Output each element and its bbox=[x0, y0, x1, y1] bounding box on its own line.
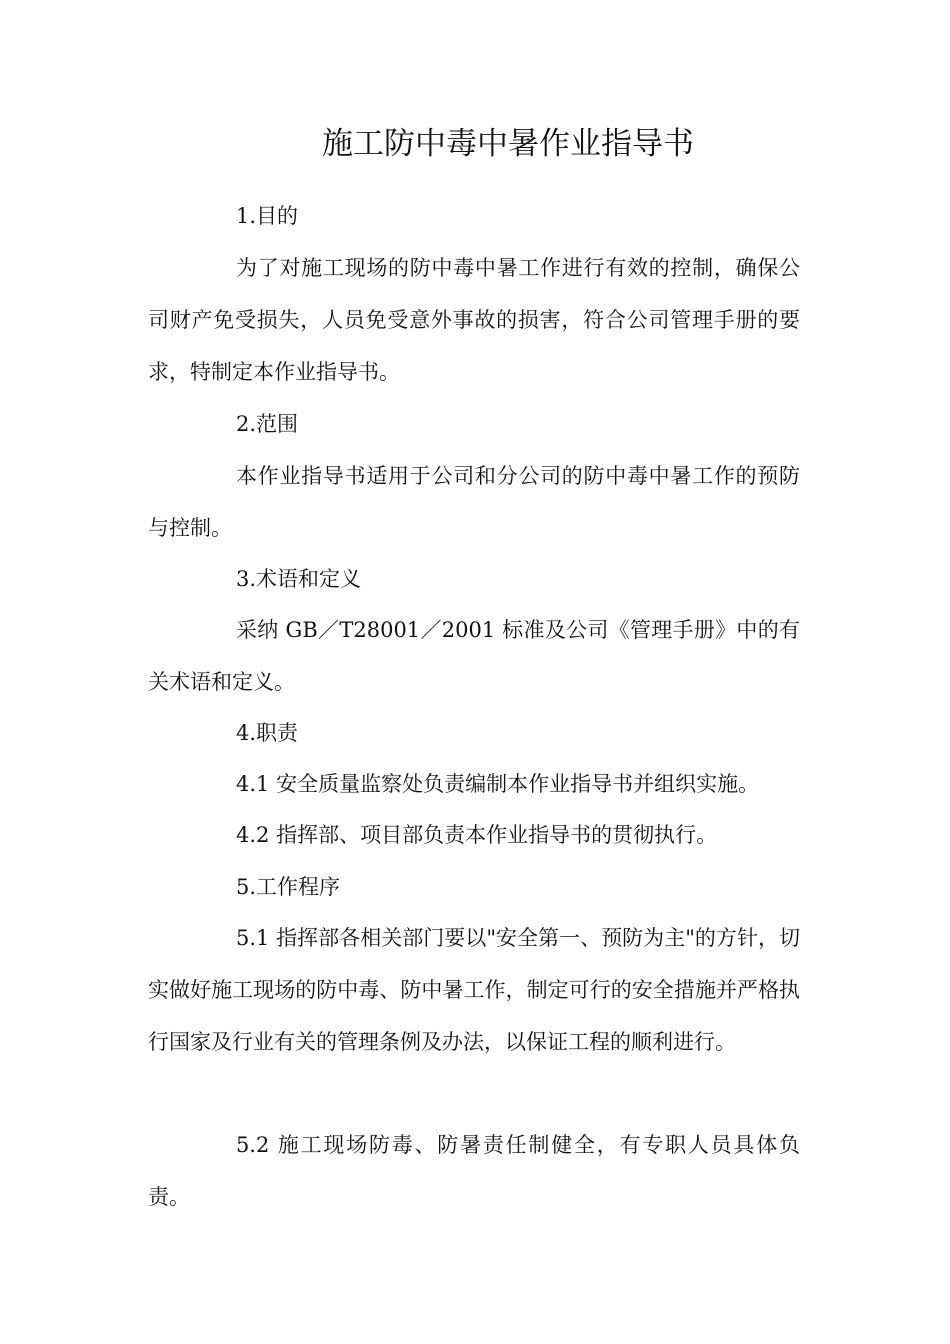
heading-terms: 3.术语和定义 bbox=[236, 567, 362, 591]
heading-procedure: 5.工作程序 bbox=[236, 875, 341, 899]
paragraph-terms: 采纳 GB／T28001／2001 标准及公司《管理手册》中的有关术语和定义。 bbox=[148, 618, 800, 694]
document-title: 施工防中毒中暑作业指导书 bbox=[322, 126, 694, 162]
paragraph-procedure-5-1: 5.1 指挥部各相关部门要以"安全第一、预防为主"的方针，切实做好施工现场的防中毒、防中暑工作，制定可行的安全措施并严格执行国家及行业有关的管理条例及办法，以保证工程的顺利进行。 bbox=[148, 926, 800, 1054]
heading-responsibilities: 4.职责 bbox=[236, 721, 299, 745]
heading-purpose: 1.目的 bbox=[236, 204, 299, 228]
paragraph-responsibility-4-2: 4.2 指挥部、项目部负责本作业指导书的贯彻执行。 bbox=[236, 823, 718, 847]
paragraph-responsibility-4-1: 4.1 安全质量监察处负责编制本作业指导书并组织实施。 bbox=[236, 772, 760, 796]
paragraph-procedure-5-2: 5.2 施工现场防毒、防暑责任制健全，有专职人员具体负责。 bbox=[148, 1133, 800, 1209]
heading-scope: 2.范围 bbox=[236, 412, 299, 436]
paragraph-scope: 本作业指导书适用于公司和分公司的防中毒中暑工作的预防与控制。 bbox=[148, 464, 800, 540]
paragraph-purpose: 为了对施工现场的防中毒中暑工作进行有效的控制，确保公司财产免受损失，人员免受意外事故的损害，符合公司管理手册的要求，特制定本作业指导书。 bbox=[148, 256, 800, 384]
